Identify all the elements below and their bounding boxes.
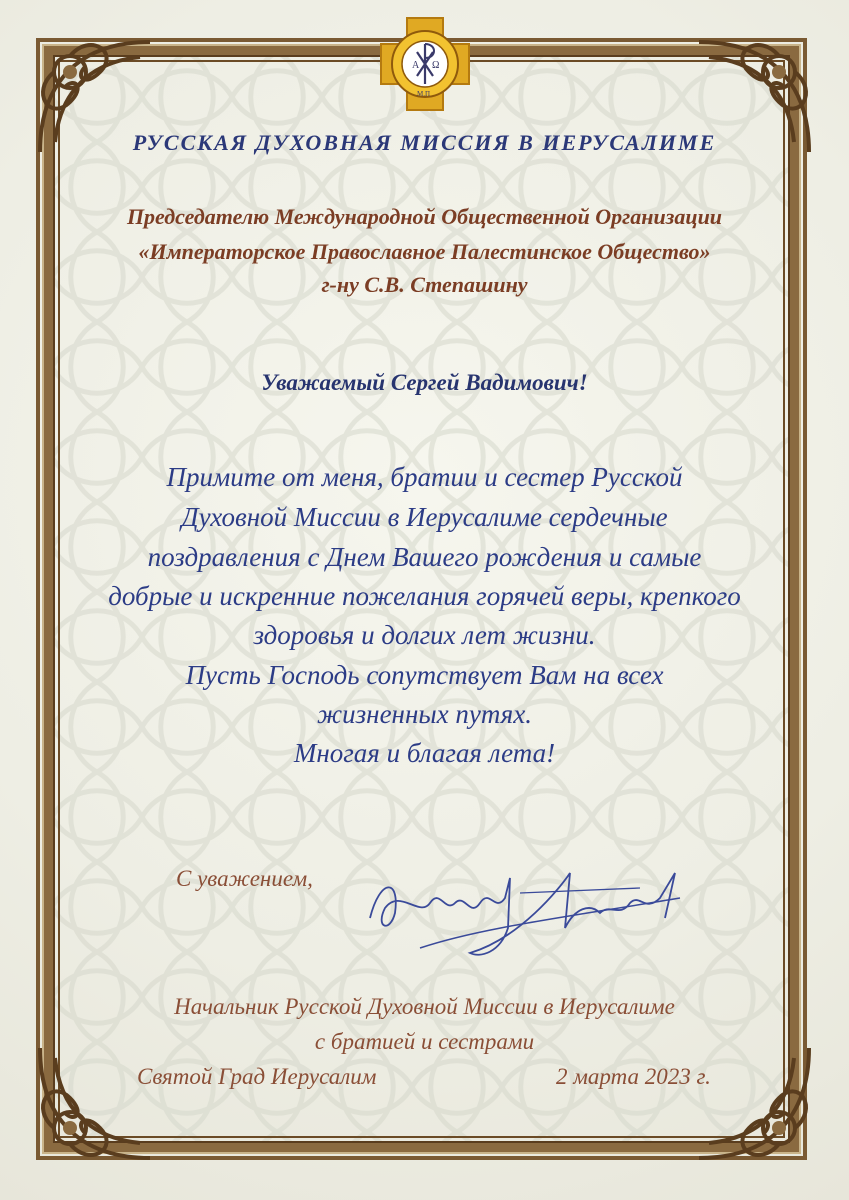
addressee-line-2: «Императорское Православное Палестинское Общество» [138,239,711,264]
regards: С уважением, [176,866,313,891]
signatory-title: Начальник Русской Духовной Миссии в Иерусалиме [174,994,675,1019]
body-line: Духовной Миссии в Иерусалиме сердечные [181,502,668,532]
corner-ornament-bottom-left [30,1038,160,1168]
body-line: Многая и благая лета! [293,738,556,768]
body-line: добрые и искренние пожелания горячей веры, крепкого [108,581,741,611]
greeting: Уважаемый Сергей Вадимович! [261,370,588,395]
emblem-alpha: А [412,60,420,71]
date: 2 марта 2023 г. [556,1064,711,1089]
body-line: жизненных путях. [317,699,532,729]
place: Святой Град Иерусалим [137,1064,377,1089]
body-line: здоровья и долгих лет жизни. [253,620,596,650]
addressee-line-1: Председателю Международной Общественной Организации [126,204,723,229]
emblem-omega: Ω [432,60,440,71]
signature [360,858,690,968]
mission-title: РУССКАЯ ДУХОВНАЯ МИССИЯ В ИЕРУСАЛИМЕ [132,130,717,155]
mission-emblem [377,14,473,114]
signatory-subtitle: с братией и сестрами [314,1029,535,1054]
body-line: Примите от меня, братии и сестер Русской [166,462,683,492]
corner-ornament-bottom-right [689,1038,819,1168]
addressee-line-3: г-ну С.В. Степашину [321,272,528,297]
body-line: Пусть Господь сопутствует Вам на всех [185,660,664,690]
body-line: поздравления с Днем Вашего рождения и самые [147,542,702,572]
emblem-initials: М.П [417,90,431,98]
